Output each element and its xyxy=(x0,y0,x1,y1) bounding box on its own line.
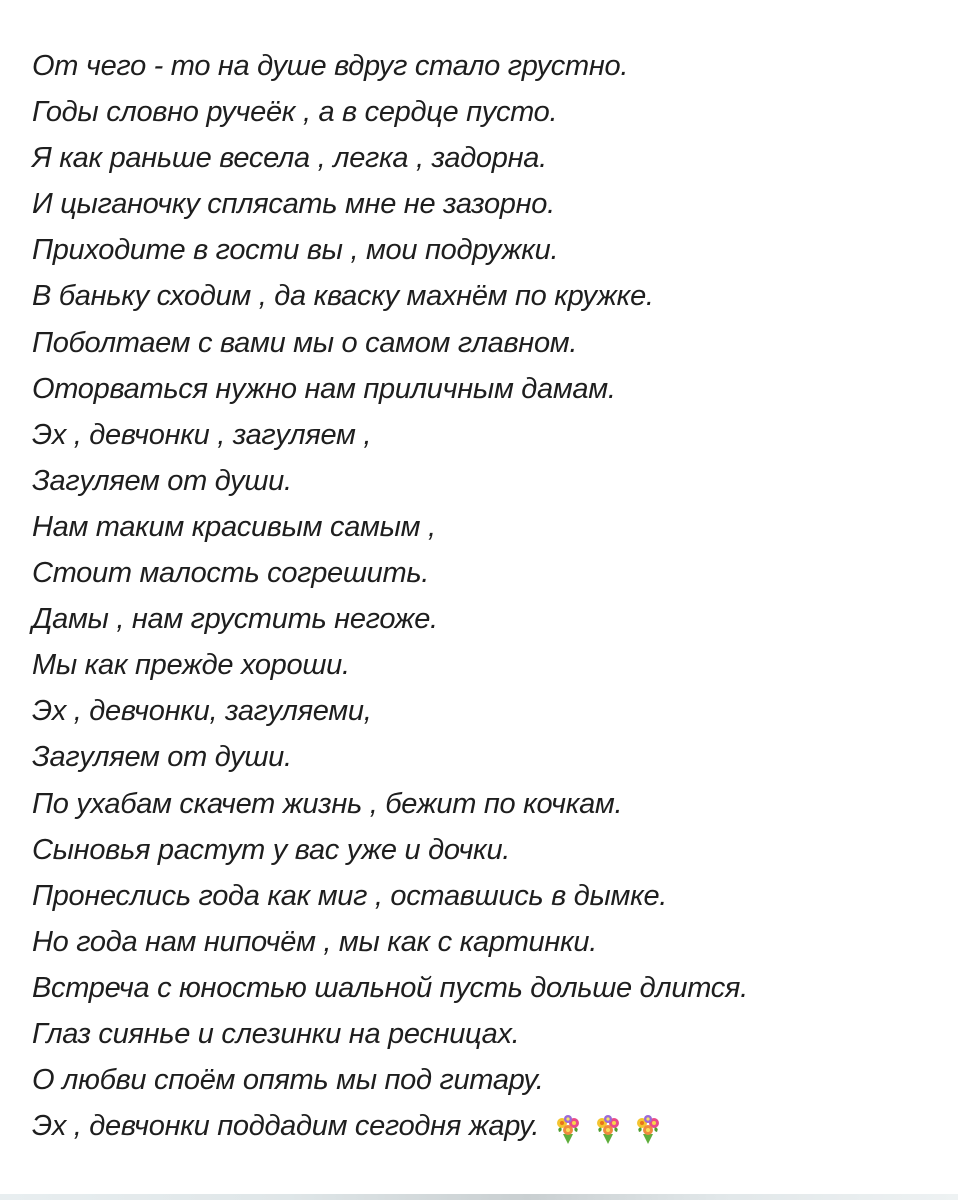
poem-line-text: Поболтаем с вами мы о самом главном. xyxy=(32,326,578,359)
poem-line xyxy=(32,273,932,319)
poem-line xyxy=(32,734,932,780)
poem-line xyxy=(32,412,932,458)
poem-line-text: Я как раньше весела , легка , задорна. xyxy=(32,142,547,175)
poem-line-text: По ухабам скачет жизнь , бежит по кочкам. xyxy=(32,787,623,820)
poem-line-text: Оторваться нужно нам приличным дамам. xyxy=(32,372,616,405)
poem xyxy=(32,43,932,1151)
poem-line xyxy=(32,366,932,412)
bouquet-icon xyxy=(633,1114,663,1144)
poem-line-text: Но года нам нипочём , мы как с картинки. xyxy=(32,925,598,958)
bouquet-icon xyxy=(553,1114,583,1144)
poem-line xyxy=(32,320,932,366)
poem-line-text: Загуляем от души. xyxy=(32,741,292,774)
poem-line-text: Встреча с юностью шальной пусть дольше длится. xyxy=(32,971,748,1004)
poem-line-text: От чего - то на душе вдруг стало грустно. xyxy=(32,50,629,82)
poem-line-text: Эх , девчонки , загуляем , xyxy=(32,418,372,451)
poem-line xyxy=(32,181,932,227)
poem-line xyxy=(32,688,932,734)
poem-line-text: Эх , девчонки поддадим сегодня жару. xyxy=(32,1110,540,1143)
poem-line xyxy=(32,873,932,919)
poem-line-text: Мы как прежде хороши. xyxy=(32,649,350,682)
poem-line xyxy=(32,781,932,827)
poem-line-text: Стоит малость согрешить. xyxy=(32,557,430,590)
poem-line-text: Пронеслись года как миг , оставшись в дымке. xyxy=(32,879,668,912)
poem-line xyxy=(32,642,932,688)
poem-line xyxy=(32,596,932,642)
poem-line xyxy=(32,504,932,550)
poem-line xyxy=(32,1103,932,1150)
poem-line xyxy=(32,1011,932,1057)
poem-line xyxy=(32,919,932,965)
poem-line xyxy=(32,227,932,273)
poem-line-text: Эх , девчонки, загуляеми, xyxy=(32,695,372,728)
poem-line-text: В баньку сходим , да кваску махнём по кружке. xyxy=(32,280,654,313)
poem-line-text: Приходите в гости вы , мои подружки. xyxy=(32,234,559,267)
bouquet-emoji-row xyxy=(553,1104,673,1150)
poem-line-text: И цыганочку сплясать мне не зазорно. xyxy=(32,188,555,221)
bouquet-icon xyxy=(593,1114,623,1144)
poem-line xyxy=(32,827,932,873)
poem-line xyxy=(32,1057,932,1103)
poem-line-text: Загуляем от души. xyxy=(32,464,292,497)
poem-line-text: Годы словно ручеёк , а в сердце пусто. xyxy=(32,96,558,129)
poem-line xyxy=(32,43,932,89)
poem-line xyxy=(32,550,932,596)
poem-line-text: Глаз сиянье и слезинки на ресницах. xyxy=(32,1017,520,1050)
poem-line-text: Нам таким красивым самым , xyxy=(32,510,436,543)
poem-line xyxy=(32,135,932,181)
poem-line xyxy=(32,89,932,135)
poem-line xyxy=(32,965,932,1011)
poem-line-text: Сыновья растут у вас уже и дочки. xyxy=(32,833,511,866)
poem-line xyxy=(32,458,932,504)
poem-line-text: Дамы , нам грустить негоже. xyxy=(32,603,438,636)
poem-line-text: О любви споём опять мы под гитару. xyxy=(32,1064,544,1097)
bottom-edge-strip xyxy=(0,1194,958,1200)
